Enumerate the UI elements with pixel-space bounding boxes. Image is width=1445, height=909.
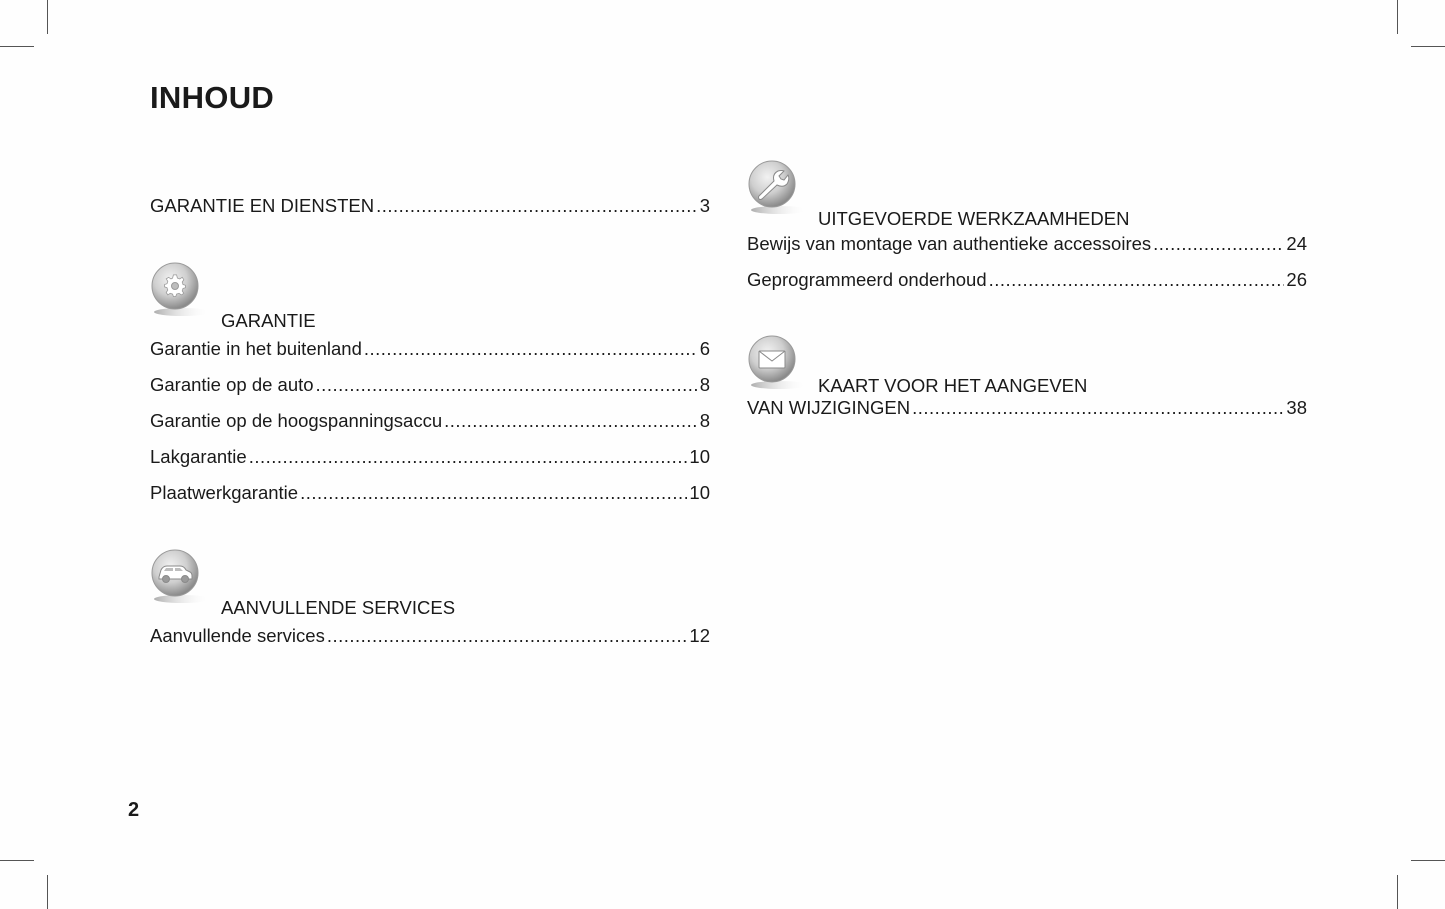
section-heading-text: UITGEVOERDE WERKZAAMHEDEN [818, 208, 1130, 229]
toc-leader [364, 338, 698, 360]
toc-entry-page: 6 [699, 338, 710, 359]
toc-entry-page: 12 [689, 625, 710, 646]
toc-entry[interactable] [150, 482, 710, 504]
wrench-icon [747, 160, 807, 218]
gear-icon [150, 262, 210, 320]
car-icon [150, 549, 210, 607]
toc-leader [912, 397, 1284, 419]
toc-entry[interactable] [747, 233, 1307, 255]
crop-mark [47, 875, 48, 909]
toc-entry[interactable] [150, 410, 710, 432]
crop-mark [1411, 46, 1445, 47]
toc-entry-page: 38 [1286, 397, 1307, 418]
toc-entry[interactable] [150, 338, 710, 360]
toc-leader [316, 374, 698, 396]
toc-leader [327, 625, 688, 647]
toc-entry[interactable] [747, 269, 1307, 291]
section-heading-text: GARANTIE [221, 310, 316, 331]
toc-entry-label: Lakgarantie [150, 446, 247, 467]
section-heading-werkzaamheden [747, 160, 1307, 230]
toc-entry[interactable] [150, 374, 710, 396]
section-heading-text: KAART VOOR HET AANGEVEN [818, 375, 1088, 396]
section-heading-garantie [150, 262, 710, 332]
toc-entry-label: Aanvullende services [150, 625, 325, 646]
crop-mark [0, 46, 34, 47]
crop-mark [0, 860, 34, 861]
toc-entry-label: Garantie op de hoogspanningsaccu [150, 410, 443, 431]
toc-entry[interactable] [150, 195, 710, 217]
toc-entry[interactable] [747, 375, 1307, 419]
page-title: INHOUD [150, 80, 275, 115]
toc-entry-page: 26 [1286, 269, 1307, 290]
toc-entry-page: 24 [1286, 233, 1307, 254]
toc-entry-label: Plaatwerkgarantie [150, 482, 299, 503]
section-heading-services [150, 549, 710, 619]
toc-leader [989, 269, 1285, 291]
toc-leader [1153, 233, 1284, 255]
toc-leader [444, 410, 698, 432]
page-number: 2 [128, 799, 140, 821]
toc-entry-label: Geprogrammeerd onderhoud [747, 269, 987, 290]
toc-entry-label: GARANTIE EN DIENSTEN [150, 195, 375, 216]
crop-mark [47, 0, 48, 34]
toc-entry-page: 3 [699, 195, 710, 216]
crop-mark [1397, 0, 1398, 34]
toc-entry[interactable] [150, 446, 710, 468]
toc-leader [249, 446, 688, 468]
toc-entry-label: Garantie op de auto [150, 374, 314, 395]
toc-entry-page: 8 [699, 374, 710, 395]
toc-entry-page: 10 [689, 446, 710, 467]
toc-entry-page: 8 [699, 410, 710, 431]
toc-leader [300, 482, 687, 504]
toc-entry-label: Bewijs van montage van authentieke accessoires [747, 233, 1152, 254]
toc-leader [376, 195, 698, 217]
toc-entry-label: VAN WIJZIGINGEN [747, 397, 911, 418]
toc-entry[interactable] [150, 625, 710, 647]
toc-entry-page: 10 [689, 482, 710, 503]
crop-mark [1411, 860, 1445, 861]
toc-entry-label: Garantie in het buitenland [150, 338, 362, 359]
section-heading-text: AANVULLENDE SERVICES [221, 597, 456, 618]
crop-mark [1397, 875, 1398, 909]
